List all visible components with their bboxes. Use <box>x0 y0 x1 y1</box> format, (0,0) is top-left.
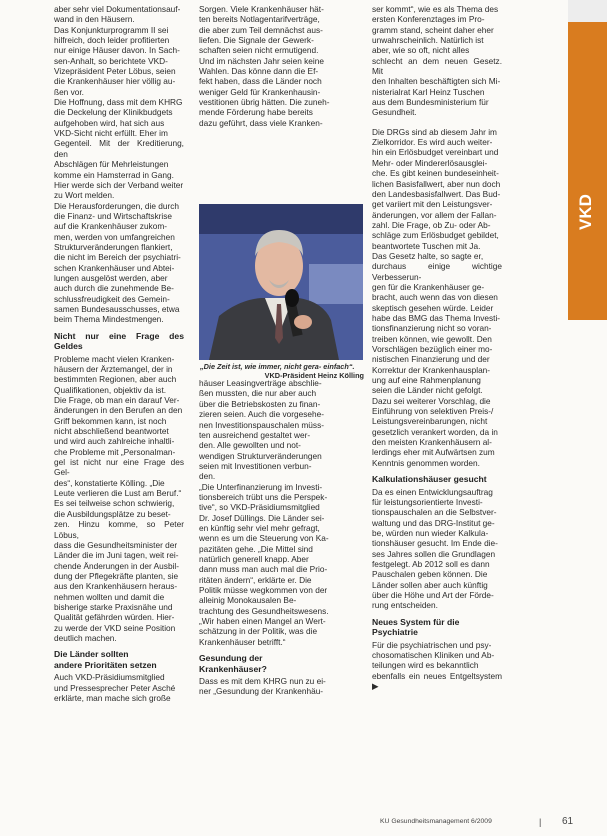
paragraph: Dass es mit dem KHRG nun zu ei- ner „Gesundung der Krankenhäu- <box>199 676 326 697</box>
paragraph: Die DRGs sind ab diesem Jahr im Zielkorridor. Es wird auch weiter- hin ein Erlösbudget vereinbart und Mehr- oder Mindererlösausglei- che. Es gibt keinen bundeseinheit- lichen Basisfallwert, aber nun doch den Landesbasisfallwert. Das Bud- get variiert mit den Leistungsver- änderungen, vor allem der Fallan- zahl. Die Frage, ob Zu- oder Ab- schläge zum Erlösbudget gebildet, beantwortete Tuschen mit Ja. Das Gesetz halte, so sagte er, durchaus einige wichtige Verbesserun- gen für die Krankenhäuser ge- bracht, auch wenn das von diesen skeptisch gesehen würde. Leider habe das BMG das Thema Investi- tionsfinanzierung nicht so voran- treiben können, wie gewollt. Den Vorschlägen bezüglich einer mo- nistischen Finanzierung und der Korrektur der Krankenhausplan- ung auf eine Rahmenplanung seien die Länder nicht gefolgt. Dazu sei weiterer Vorschlag, die Einführung von selektiven Preis-/ Leistungsvereinbarungen, nicht gesetzlich verankert worden, da in den meisten Krankenhäusern al- lerdings eher mit Aufwärtsen zum Kenntnis genommen worden. <box>372 126 502 468</box>
paragraph: aber sehr viel Dokumentationsauf- wand in den Häusern. Das Konjunkturprogramm II sei hilfreich, doch leider profitierten nur einige Häuser davon. In Sach- sen-Anhalt, so berichtete VKD- Vizepräsident Peter Löbus, seien die Krankenhäuser hier völlig au- ßen vor. Die Hoffnung, dass mit dem KHRG die Deckelung der Klinikbudgets aufgehoben wird, hat sich aus VKD-Sicht nicht erfüllt. Eher im Gegenteil. Mit der Kreditierung, den Abschlägen für Mehrleistungen komme ein Hamsterrad in Gang. Hier werde sich der Verband weiter zu Wort melden. Die Herausforderungen, die durch die Finanz- und Wirtschaftskrise auf die Krankenhäuser zukom- men, werden von umfangreichen Strukturveränderungen flankiert, die nicht im Bereich der psychiatri- schen Krankenhäuser und Abtei- lungen ausgelöst werden, aber auch durch die zunehmende Be- schlussfreudigkeit des Gemein- samen Bundesausschusses, etwa beim Thema Mindestmengen. <box>54 4 184 325</box>
paragraph: ser kommt“, wie es als Thema des ersten Konferenztages im Pro- gramm stand, scheint daher eher unwahrscheinlich. Natürlich ist aber, wie so oft, nicht alles schlecht an dem neuen Gesetz. Mit den Inhalten beschäftigten sich Mi- nisterialrat Karl Heinz Tuschen aus dem Bundesministerium für Gesundheit. <box>372 4 502 118</box>
publication-name: KU Gesundheitsmanagement 6/2009 <box>380 818 492 825</box>
subheading: Nicht nur eine Frage des Geldes <box>54 330 184 352</box>
speaker-photo-illustration <box>199 204 363 360</box>
subheading: Gesundung der Krankenhäuser? <box>199 653 267 674</box>
subheading: Kalkulationshäuser gesucht <box>372 474 487 485</box>
section-tab <box>568 0 607 320</box>
paragraph: Auch VKD-Präsidiumsmitglied und Pressesprecher Peter Asché erklärte, man mache sich große <box>54 672 176 703</box>
paragraph: Sorgen. Viele Krankenhäuser hät- ten bereits Notlagentarifverträge, die aber zum Teil demnächst aus- liefen. Die Signale der Gewerk- schaften seien nicht ermutigend. Und im nächsten Jahr seien keine Wahlen. Das könne dann die Ef- fekt haben, dass die Länder noch weniger Geld für Krankenhausin- vestitionen übrig hätten. Die zuneh- mende Förderung habe bereits dazu geführt, dass viele Kranken- <box>199 4 330 128</box>
subheading: Die Länder sollten andere Prioritäten setzen <box>54 649 157 670</box>
paragraph: Für die psychiatrischen und psy- chosomatischen Kliniken und Ab- teilungen wird es bekanntlich ebenfalls ein neues Entgeltsystem ▶ <box>372 639 502 692</box>
tab-top-strip <box>568 0 607 22</box>
caption-quote: „Die Zeit ist, wie immer, nicht gera- einfach“. <box>200 362 355 371</box>
section-tab-label: VKD <box>576 194 595 230</box>
page-number: 61 <box>562 816 574 827</box>
photo-caption <box>200 362 364 381</box>
speaker-photo <box>199 204 363 360</box>
article-column-3 <box>372 4 502 691</box>
paragraph: häuser Leasingverträge abschlie- ßen mussten, die nur aber auch über die Betriebskosten zu finan- zieren seien. Auch die vorgesehe- nen Investitionspauschalen müss- ten ausreichend gestaltet wer- den. Alle gewollten und not- wendigen Strukturveränderungen seien mit Investitionen verbun- den. „Die Unterfinanzierung im Investi- tionsbereich trübt uns die Perspek- tive“, so VKD-Präsidiumsmitglied Dr. Josef Düllings. Die Länder sei- en künftig sehr viel mehr gefragt, wenn es um die Steuerung von Ka- pazitäten gehe. „Die Mittel sind natürlich generell knapp. Aber dann muss man auch mal die Prio- ritäten ändern“, erklärte er. Die Politik müsse wegkommen von der alleinig Monokausalen Be- trachtung des Gesundheitswesens. „Wir haben einen Mangel an Wert- schätzung in der Politik, was die Krankenhäuser betrifft.“ <box>199 378 329 647</box>
page-footer <box>380 816 574 827</box>
paragraph: Probleme macht vielen Kranken- häusern der Ärztemangel, der in bestimmten Regionen, aber auch Qualifikationen, objektiv da ist. Die Frage, ob man ein darauf Ver- änderungen in den Berufen an den Griff bekommen kann, ist noch nicht abschließend beantwortet und wird auch zahlreiche inhaltli- che Probleme mit „Personalman- gel ist nicht nur eine Frage des Gel- des“, konstatierte Kölling. „Die Leute verlieren die Lust am Beruf.“ Es sei teilweise schon schwierig, die Ausbildungsplätze zu beset- zen. Hinzu komme, so Peter Löbus, dass die Gesundheitsminister der Länder die im Juni tagen, weit rei- chende Änderungen in der Ausbil- dung der Pflegekräfte planten, sie aus den Krankenhäusern heraus- nehmen wollten und damit die bisherige starke Praxisnähe und Qualität gefährden würden. Hier- zu werde der VKD seine Position deutlich machen. <box>54 353 184 643</box>
article-column-1 <box>54 4 184 703</box>
subheading: Neues System für die Psychiatrie <box>372 616 460 638</box>
paragraph: Da es einen Entwicklungsauftrag für leistungsorientierte Investi- tionspauschalen an die Selbstver- waltung und das DRG-Institut ge- be, würden nun wieder Kalkula- tionshäuser gesucht. Im Ende die- ses Jahres sollen die Grundlagen festgelegt. Ab 2012 soll es dann Pauschalen geben können. Die Länder sollen aber auch künftig über die Höhe und Art der Förde- rung entscheiden. <box>372 486 498 611</box>
caption-credit: VKD-Präsident Heinz Kölling <box>264 371 364 381</box>
footer-divider: | <box>539 817 542 827</box>
